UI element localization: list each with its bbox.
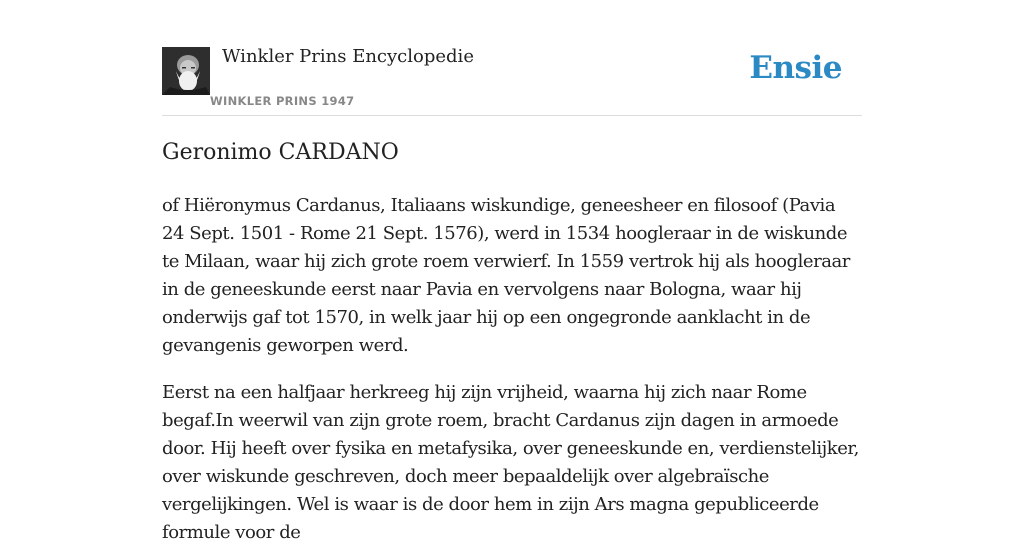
- brand-logo[interactable]: Ensie: [749, 50, 842, 86]
- article-paragraph: of Hiëronymus Cardanus, Italiaans wiskundige, geneesheer en filosoof (Pavia 24 Sept. 1501 - Rome 21 Sept. 1576), werd in 1534 hoogleraar in de wiskunde te Milaan, waar hij zich grote roem verwierf. In 1559 vertrok hij als hoogleraar in de geneeskunde eerst naar Pavia en vervolgens naar Bologna, waar hij onderwijs gaf tot 1570, in welk jaar hij op een ongegronde aanklacht in de gevangenis geworpen werd.: [162, 195, 850, 356]
- article-title: Geronimo CARDANO: [162, 140, 399, 165]
- source-header: [162, 0, 862, 116]
- avatar[interactable]: [162, 47, 210, 95]
- source-title[interactable]: Winkler Prins Encyclopedie: [222, 46, 474, 67]
- article-paragraph: Eerst na een halfjaar herkreeg hij zijn vrijheid, waarna hij zich naar Rome begaf.In weerwil van zijn grote roem, bracht Cardanus zijn dagen in armoede door. Hij heeft over fysika en metafysika, over geneeskunde en, verdienstelijker, over wiskunde geschreven, doch meer bepaaldelijk over algebraïsche vergelijkingen. Wel is waar is de door hem in zijn Ars magna gepubliceerde formule voor de: [162, 382, 859, 543]
- article-page: [162, 0, 862, 543]
- bearded-man-portrait-icon: [162, 47, 210, 95]
- source-subtitle[interactable]: WINKLER PRINS 1947: [210, 94, 355, 108]
